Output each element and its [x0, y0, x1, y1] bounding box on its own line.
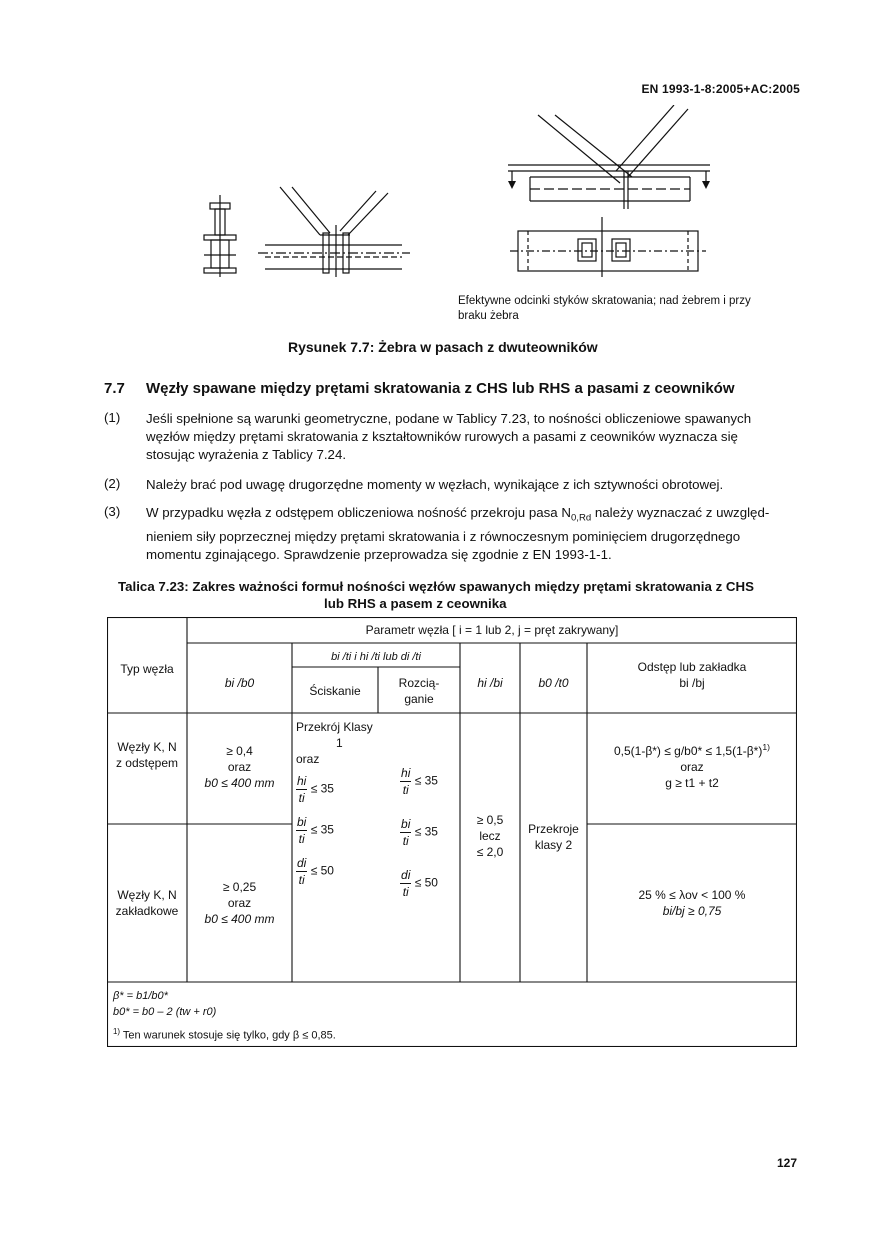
paragraph-2 — [146, 476, 798, 494]
compression-b-limit — [296, 814, 382, 847]
section-title: Węzły spawane między prętami skratowania z CHS lub RHS a pasami z ceowników — [146, 380, 735, 397]
row-gap-bi-b0-line2: oraz — [227, 760, 252, 774]
fraction-denominator: ti — [402, 885, 409, 899]
compression-h-limit — [296, 773, 382, 806]
fraction-numerator: di — [297, 856, 307, 870]
fraction-denominator: ti — [298, 832, 305, 846]
row-gap-bi-b0 — [187, 743, 292, 791]
col-compression-header: Ściskanie — [309, 684, 361, 698]
row-overlap-type-line2: zakładkowe — [115, 904, 179, 918]
standard-reference: EN 1993-1-8:2005+AC:2005 — [641, 82, 800, 96]
fraction-denominator: ti — [402, 834, 409, 848]
figure-note-line1: Efektywne odcinki styków skratowania; nad żebrem i przy — [458, 295, 751, 307]
section-view-drawing — [510, 217, 706, 277]
note-b0-star: b0* = b0 – 2 (tw + r0) — [113, 1006, 217, 1018]
class-label: Przekrój Klasy — [296, 720, 373, 734]
row-overlap-condition-line2: bi/bj ≥ 0,75 — [662, 904, 722, 918]
col-gap-overlap-header — [587, 659, 797, 691]
b0-t0-line2: klasy 2 — [534, 838, 573, 852]
row-overlap-type — [107, 887, 187, 919]
fraction-denominator: ti — [298, 791, 305, 805]
hi-bi-line3: ≤ 2,0 — [476, 845, 504, 859]
tension-limits — [378, 765, 460, 900]
paragraph-1-line: węzłów między prętami skratowania z kształtowników rurowych a pasami z ceowników wyznacza się — [146, 429, 738, 444]
col-gap-overlap-line1: Odstęp lub zakładka — [637, 660, 747, 674]
paragraph-3-line — [146, 504, 798, 528]
row-overlap-bi-b0 — [187, 879, 292, 927]
table-title-line1: Talica 7.23: Zakres ważności formuł nośności węzłów spawanych między prętami skratowania z CHS — [118, 579, 754, 594]
table-notes — [113, 988, 336, 1044]
row-gap-condition-line2: oraz — [680, 760, 704, 774]
fraction-numerator: hi — [297, 774, 307, 788]
row-gap-condition-line3: g ≥ t1 + t2 — [665, 776, 719, 790]
row-overlap-bi-b0-line2: oraz — [227, 896, 252, 910]
paragraph-3-line-start: W przypadku węzła z odstępem obliczeniowa nośność przekroju pasa N — [146, 505, 571, 520]
gap-footnote-ref: 1) — [762, 742, 771, 752]
row-overlap-bi-b0-line1: ≥ 0,25 — [222, 880, 257, 894]
class-number: 1 — [336, 736, 343, 750]
paragraph-3-line-end: należy wyznaczać z uwzględ- — [591, 505, 770, 520]
row-overlap-bi-b0-line3: b0 ≤ 400 mm — [204, 912, 275, 926]
row-gap-type-line1: Węzły K, N — [117, 740, 177, 754]
limit-value: ≤ 50 — [414, 875, 438, 890]
fraction-numerator: bi — [297, 815, 307, 829]
row-overlap-type-line1: Węzły K, N — [117, 888, 177, 902]
col-bi-b0-header: bi /b0 — [224, 676, 255, 690]
limit-value: ≤ 50 — [310, 863, 334, 878]
row-overlap-condition — [587, 887, 797, 919]
paragraph-number-2: (2) — [104, 476, 121, 491]
hi-bi-line2: lecz — [479, 829, 501, 843]
paragraph-1-line: stosując wyrażenia z Tablicy 7.24. — [146, 447, 347, 462]
k-joint-top-drawing — [508, 105, 710, 209]
limit-value: ≤ 35 — [414, 824, 438, 839]
tension-h-limit — [378, 765, 460, 798]
b0-t0-line1: Przekroje — [528, 822, 579, 836]
table-title-line2: lub RHS a pasem z ceownika — [324, 596, 507, 611]
paragraph-2-line: Należy brać pod uwagę drugorzędne momenty w węzłach, wynikające z ich sztywności obrotowej. — [146, 477, 724, 492]
paragraph-3-line: momentu zginającego. Sprawdzenie przeprowadza się zgodnie z EN 1993-1-1. — [146, 546, 612, 562]
note-beta: β* = b1/b0* — [113, 990, 168, 1002]
figure-drawings — [190, 105, 730, 290]
page-number: 127 — [777, 1156, 798, 1170]
col-hi-bi-header: hi /bi — [477, 676, 503, 690]
col-gap-overlap-line2: bi /bj — [679, 676, 705, 690]
figure-title: Rysunek 7.7: Żebra w pasach z dwuteowników — [288, 339, 598, 355]
footnote-text: Ten warunek stosuje się tylko, gdy β ≤ 0,85. — [122, 1029, 336, 1042]
fraction-numerator: bi — [401, 817, 411, 831]
col-b0-t0-header: b0 /t0 — [538, 676, 569, 690]
col-tension-header: Rozcią-ganie — [398, 676, 440, 706]
paragraph-1-line: Jeśli spełnione są warunki geometryczne, podane w Tablicy 7.23, to nośności obliczeniowe spawanych — [146, 411, 752, 426]
row-overlap-condition-line1: 25 % ≤ λov < 100 % — [638, 888, 746, 902]
limit-value: ≤ 35 — [414, 773, 438, 788]
paragraph-number-1: (1) — [104, 410, 121, 425]
figure-note-line2: braku żebra — [458, 310, 519, 322]
compression-limits — [292, 719, 382, 888]
note-footnote — [113, 1024, 336, 1044]
row-gap-condition — [587, 739, 797, 791]
row-gap-bi-b0-line3: b0 ≤ 400 mm — [204, 776, 275, 790]
fraction-numerator: di — [401, 868, 411, 882]
row-gap-bi-b0-line1: ≥ 0,4 — [226, 744, 253, 758]
tension-d-limit — [378, 867, 460, 900]
i-section-drawing — [204, 195, 236, 277]
limit-value: ≤ 35 — [310, 781, 334, 796]
paragraph-3-line: nieniem siły poprzecznej między prętami skratowania i z równoczesnym pominięciem drugorzędnego — [146, 528, 741, 544]
hi-bi-limits — [460, 812, 520, 860]
footnote-marker: 1) — [113, 1027, 121, 1036]
gap-formula: 0,5(1-β*) ≤ g/b0* ≤ 1,5(1-β*) — [613, 744, 763, 758]
col-type-header: Typ węzła — [120, 662, 174, 676]
row-gap-condition-line1 — [587, 739, 797, 759]
fraction-denominator: ti — [298, 873, 305, 887]
b0-t0-limits — [520, 821, 587, 853]
compression-oraz: oraz — [296, 752, 320, 766]
row-gap-type-line2: z odstępem — [115, 756, 179, 770]
validity-table — [107, 617, 797, 1047]
fraction-denominator: ti — [402, 783, 409, 797]
paragraph-number-3: (3) — [104, 504, 121, 519]
paragraph-1 — [146, 410, 798, 464]
fraction-numerator: hi — [401, 766, 411, 780]
param-header: Parametr węzła [ i = 1 lub 2, j = pręt zakrywany] — [365, 623, 619, 637]
row-gap-type — [107, 739, 187, 771]
hi-bi-line1: ≥ 0,5 — [476, 813, 504, 827]
k-joint-with-rib-drawing — [258, 187, 410, 277]
compression-d-limit — [296, 855, 382, 888]
limit-value: ≤ 35 — [310, 822, 334, 837]
col-slenderness-header: bi /ti i hi /ti lub di /ti — [331, 651, 421, 663]
section-number: 7.7 — [104, 380, 125, 397]
figure-note — [458, 294, 751, 324]
paragraph-3-subscript: 0,Rd — [570, 512, 592, 524]
tension-b-limit — [378, 816, 460, 849]
paragraph-3 — [146, 504, 798, 564]
